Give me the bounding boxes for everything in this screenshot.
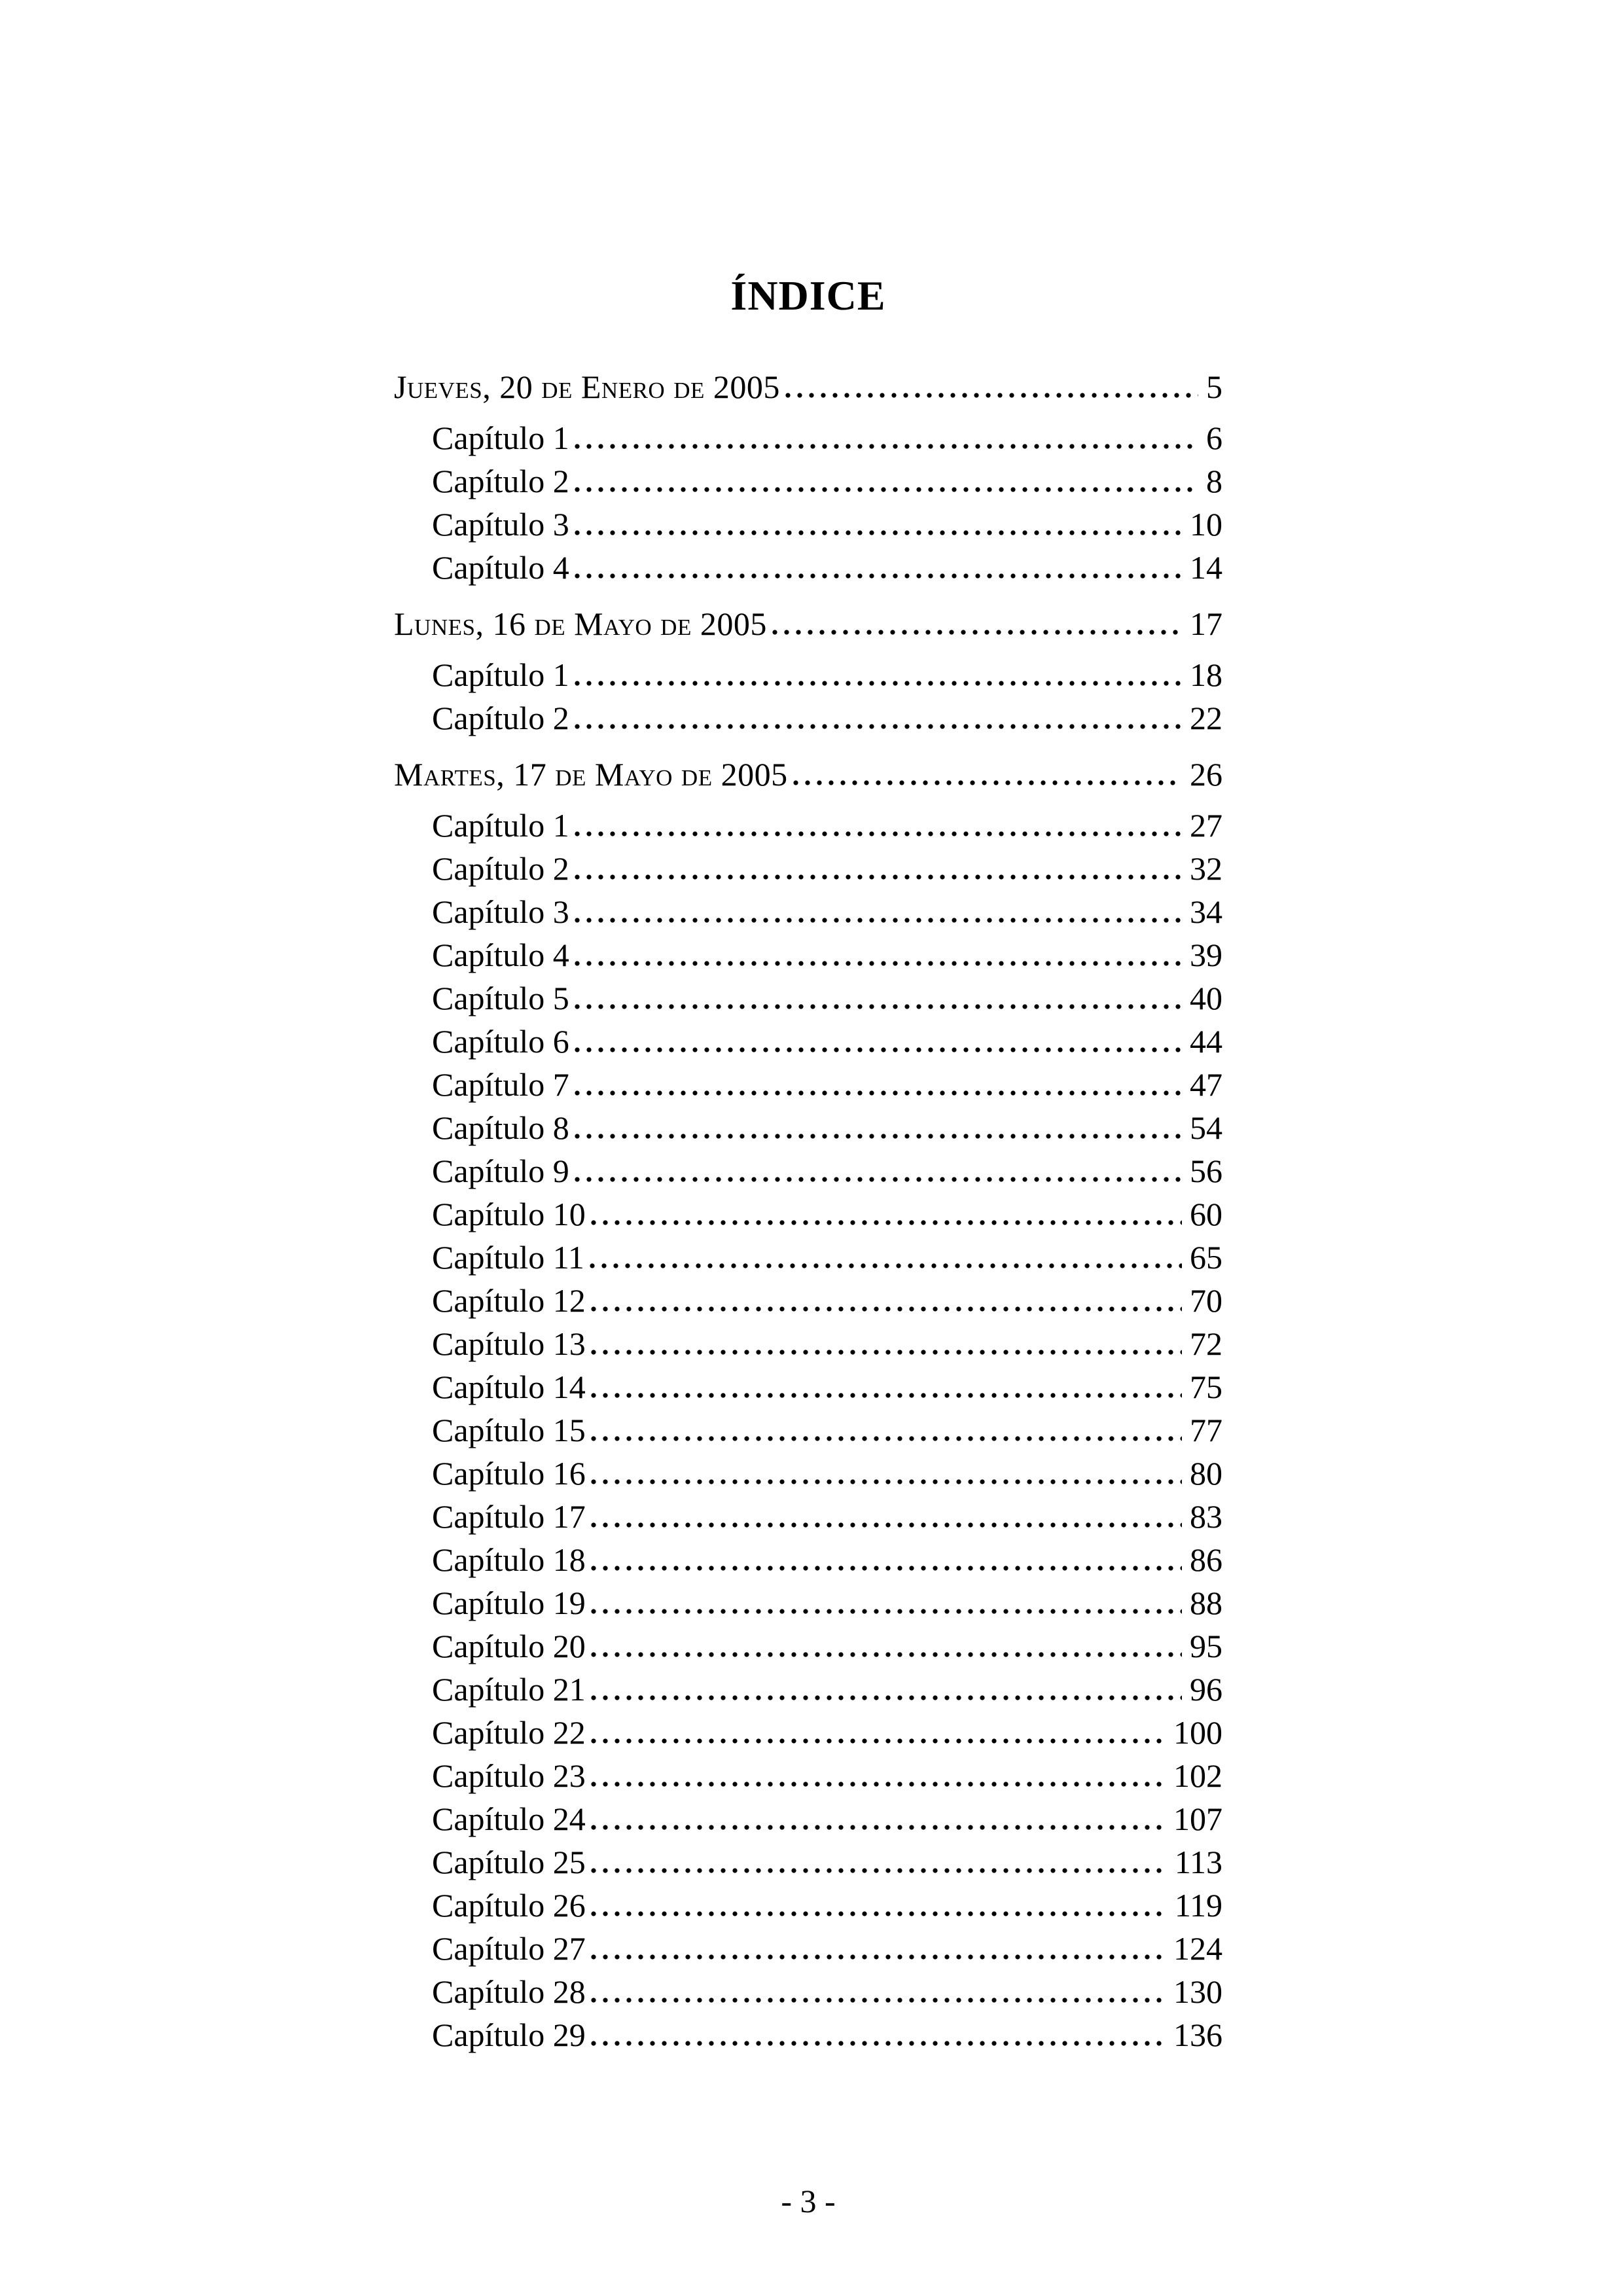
- dot-leader: [575, 1047, 1182, 1052]
- toc-entry[interactable]: [394, 1020, 1222, 1063]
- toc-entry[interactable]: [394, 847, 1222, 890]
- dot-leader: [591, 1436, 1182, 1441]
- dot-leader: [591, 1998, 1166, 2003]
- dot-leader: [591, 1825, 1166, 1830]
- dot-leader: [591, 1868, 1167, 1873]
- chapter-page-number: 14: [1190, 549, 1222, 586]
- toc-section-heading[interactable]: [394, 602, 1222, 645]
- toc-entry[interactable]: [394, 1711, 1222, 1754]
- chapter-label: Capítulo 1: [432, 420, 569, 456]
- section-label: Jueves, 20 de Enero de 2005: [394, 368, 780, 405]
- chapter-label: Capítulo 15: [432, 1412, 586, 1448]
- chapter-page-number: 34: [1190, 893, 1222, 930]
- chapter-label: Capítulo 29: [432, 2017, 586, 2053]
- toc-entry[interactable]: [394, 1668, 1222, 1711]
- toc-entry[interactable]: [394, 416, 1222, 459]
- section-chapters: [394, 416, 1222, 589]
- chapter-page-number: 70: [1190, 1282, 1222, 1319]
- dot-leader: [575, 681, 1182, 686]
- chapter-label: Capítulo 4: [432, 549, 569, 586]
- dot-leader: [591, 1738, 1166, 1744]
- dot-leader: [591, 1350, 1182, 1355]
- toc-entry[interactable]: [394, 1797, 1222, 1840]
- dot-leader: [591, 1911, 1167, 1916]
- toc-entry[interactable]: [394, 804, 1222, 847]
- chapter-page-number: 10: [1190, 506, 1222, 543]
- chapter-label: Capítulo 26: [432, 1887, 586, 1924]
- chapter-label: Capítulo 2: [432, 850, 569, 887]
- dot-leader: [575, 573, 1182, 579]
- chapter-label: Capítulo 25: [432, 1844, 586, 1880]
- chapter-page-number: 65: [1190, 1239, 1222, 1276]
- chapter-label: Capítulo 17: [432, 1498, 586, 1535]
- chapter-label: Capítulo 19: [432, 1585, 586, 1621]
- dot-leader: [591, 1782, 1166, 1787]
- dot-leader: [575, 444, 1198, 449]
- chapter-label: Capítulo 13: [432, 1325, 586, 1362]
- toc-entry[interactable]: [394, 653, 1222, 696]
- toc-entry[interactable]: [394, 1452, 1222, 1495]
- dot-leader: [591, 1479, 1182, 1484]
- toc-entry[interactable]: [394, 1538, 1222, 1581]
- dot-leader: [575, 530, 1182, 535]
- chapter-label: Capítulo 5: [432, 980, 569, 1016]
- dot-leader: [575, 874, 1182, 880]
- chapter-page-number: 96: [1190, 1671, 1222, 1708]
- chapter-label: Capítulo 2: [432, 700, 569, 736]
- chapter-label: Capítulo 27: [432, 1930, 586, 1967]
- dot-leader: [575, 724, 1182, 729]
- chapter-label: Capítulo 1: [432, 656, 569, 693]
- toc-entry[interactable]: [394, 1365, 1222, 1408]
- dot-leader: [591, 1306, 1182, 1312]
- section-label: Lunes, 16 de Mayo de 2005: [394, 605, 767, 642]
- toc-list: [394, 365, 1222, 2056]
- toc-entry[interactable]: [394, 1063, 1222, 1106]
- toc-entry[interactable]: [394, 546, 1222, 589]
- toc-entry[interactable]: [394, 890, 1222, 933]
- chapter-page-number: 22: [1190, 700, 1222, 736]
- chapter-label: Capítulo 22: [432, 1714, 586, 1751]
- dot-leader: [575, 1134, 1182, 1139]
- dot-leader: [591, 1393, 1182, 1398]
- section-chapters: [394, 804, 1222, 2056]
- chapter-label: Capítulo 2: [432, 463, 569, 499]
- chapter-label: Capítulo 11: [432, 1239, 584, 1276]
- chapter-page-number: 44: [1190, 1023, 1222, 1060]
- chapter-page-number: 18: [1190, 656, 1222, 693]
- toc-entry[interactable]: [394, 1840, 1222, 1884]
- toc-entry[interactable]: [394, 1408, 1222, 1452]
- chapter-label: Capítulo 23: [432, 1757, 586, 1794]
- dot-leader: [785, 393, 1198, 398]
- chapter-label: Capítulo 14: [432, 1369, 586, 1405]
- dot-leader: [575, 831, 1182, 836]
- chapter-page-number: 47: [1190, 1066, 1222, 1103]
- dot-leader: [591, 1954, 1166, 1960]
- chapter-page-number: 107: [1173, 1801, 1222, 1837]
- chapter-page-number: 88: [1190, 1585, 1222, 1621]
- toc-section: [394, 365, 1222, 589]
- chapter-page-number: 39: [1190, 937, 1222, 973]
- toc-entry[interactable]: [394, 1279, 1222, 1322]
- toc-entry[interactable]: [394, 1495, 1222, 1538]
- toc-entry[interactable]: [394, 1624, 1222, 1668]
- dot-leader: [575, 918, 1182, 923]
- chapter-label: Capítulo 7: [432, 1066, 569, 1103]
- toc-entry[interactable]: [394, 696, 1222, 740]
- chapter-label: Capítulo 20: [432, 1628, 586, 1664]
- chapter-page-number: 124: [1173, 1930, 1222, 1967]
- chapter-page-number: 60: [1190, 1196, 1222, 1232]
- chapter-label: Capítulo 3: [432, 893, 569, 930]
- chapter-label: Capítulo 12: [432, 1282, 586, 1319]
- chapter-page-number: 130: [1173, 1973, 1222, 2010]
- chapter-page-number: 54: [1190, 1109, 1222, 1146]
- chapter-page-number: 56: [1190, 1153, 1222, 1189]
- dot-leader: [591, 1522, 1182, 1528]
- dot-leader: [575, 487, 1198, 492]
- page-content: [394, 0, 1222, 2056]
- chapter-page-number: 8: [1206, 463, 1222, 499]
- chapter-page-number: 75: [1190, 1369, 1222, 1405]
- chapter-page-number: 27: [1190, 807, 1222, 844]
- chapter-label: Capítulo 10: [432, 1196, 586, 1232]
- dot-leader: [575, 1090, 1182, 1096]
- toc-entry[interactable]: [394, 1581, 1222, 1624]
- dot-leader: [591, 2041, 1166, 2046]
- toc-entry[interactable]: [394, 1927, 1222, 1970]
- page-number-footer: - 3 -: [781, 2183, 836, 2219]
- dot-leader: [590, 1263, 1182, 1268]
- chapter-label: Capítulo 9: [432, 1153, 569, 1189]
- chapter-page-number: 83: [1190, 1498, 1222, 1535]
- toc-entry[interactable]: [394, 503, 1222, 546]
- toc-entry[interactable]: [394, 1322, 1222, 1365]
- toc-entry[interactable]: [394, 1193, 1222, 1236]
- section-label: Martes, 17 de Mayo de 2005: [394, 756, 788, 793]
- chapter-page-number: 6: [1206, 420, 1222, 456]
- dot-leader: [591, 1652, 1182, 1657]
- toc-section: [394, 602, 1222, 740]
- toc-entry[interactable]: [394, 1754, 1222, 1797]
- dot-leader: [575, 961, 1182, 966]
- toc-entry[interactable]: [394, 1970, 1222, 2013]
- toc-section-heading[interactable]: [394, 753, 1222, 796]
- chapter-label: Capítulo 16: [432, 1455, 586, 1492]
- toc-entry[interactable]: [394, 459, 1222, 503]
- chapter-label: Capítulo 4: [432, 937, 569, 973]
- toc-entry[interactable]: [394, 1149, 1222, 1193]
- chapter-page-number: 100: [1173, 1714, 1222, 1751]
- toc-entry[interactable]: [394, 1884, 1222, 1927]
- dot-leader: [575, 1177, 1182, 1182]
- chapter-label: Capítulo 8: [432, 1109, 569, 1146]
- section-chapters: [394, 653, 1222, 740]
- chapter-page-number: 136: [1173, 2017, 1222, 2053]
- chapter-label: Capítulo 1: [432, 807, 569, 844]
- toc-entry[interactable]: [394, 933, 1222, 977]
- section-page-number: 5: [1206, 368, 1222, 405]
- chapter-label: Capítulo 3: [432, 506, 569, 543]
- dot-leader: [591, 1220, 1182, 1225]
- toc-entry[interactable]: [394, 1106, 1222, 1149]
- chapter-page-number: 32: [1190, 850, 1222, 887]
- chapter-page-number: 119: [1174, 1887, 1222, 1924]
- chapter-page-number: 113: [1174, 1844, 1222, 1880]
- toc-section: [394, 753, 1222, 2056]
- chapter-page-number: 40: [1190, 980, 1222, 1016]
- toc-entry[interactable]: [394, 2013, 1222, 2056]
- chapter-page-number: 95: [1190, 1628, 1222, 1664]
- chapter-label: Capítulo 24: [432, 1801, 586, 1837]
- dot-leader: [772, 630, 1182, 635]
- page-title: ÍNDICE: [730, 272, 886, 319]
- toc-entry[interactable]: [394, 977, 1222, 1020]
- section-page-number: 26: [1190, 756, 1222, 793]
- chapter-page-number: 86: [1190, 1541, 1222, 1578]
- chapter-page-number: 102: [1173, 1757, 1222, 1794]
- dot-leader: [575, 1004, 1182, 1009]
- chapter-page-number: 72: [1190, 1325, 1222, 1362]
- chapter-label: Capítulo 6: [432, 1023, 569, 1060]
- section-page-number: 17: [1190, 605, 1222, 642]
- chapter-label: Capítulo 18: [432, 1541, 586, 1578]
- chapter-label: Capítulo 28: [432, 1973, 586, 2010]
- dot-leader: [591, 1695, 1182, 1700]
- dot-leader: [591, 1566, 1182, 1571]
- toc-section-heading[interactable]: [394, 365, 1222, 408]
- chapter-page-number: 77: [1190, 1412, 1222, 1448]
- chapter-page-number: 80: [1190, 1455, 1222, 1492]
- toc-entry[interactable]: [394, 1236, 1222, 1279]
- dot-leader: [591, 1609, 1182, 1614]
- dot-leader: [793, 780, 1182, 785]
- chapter-label: Capítulo 21: [432, 1671, 586, 1708]
